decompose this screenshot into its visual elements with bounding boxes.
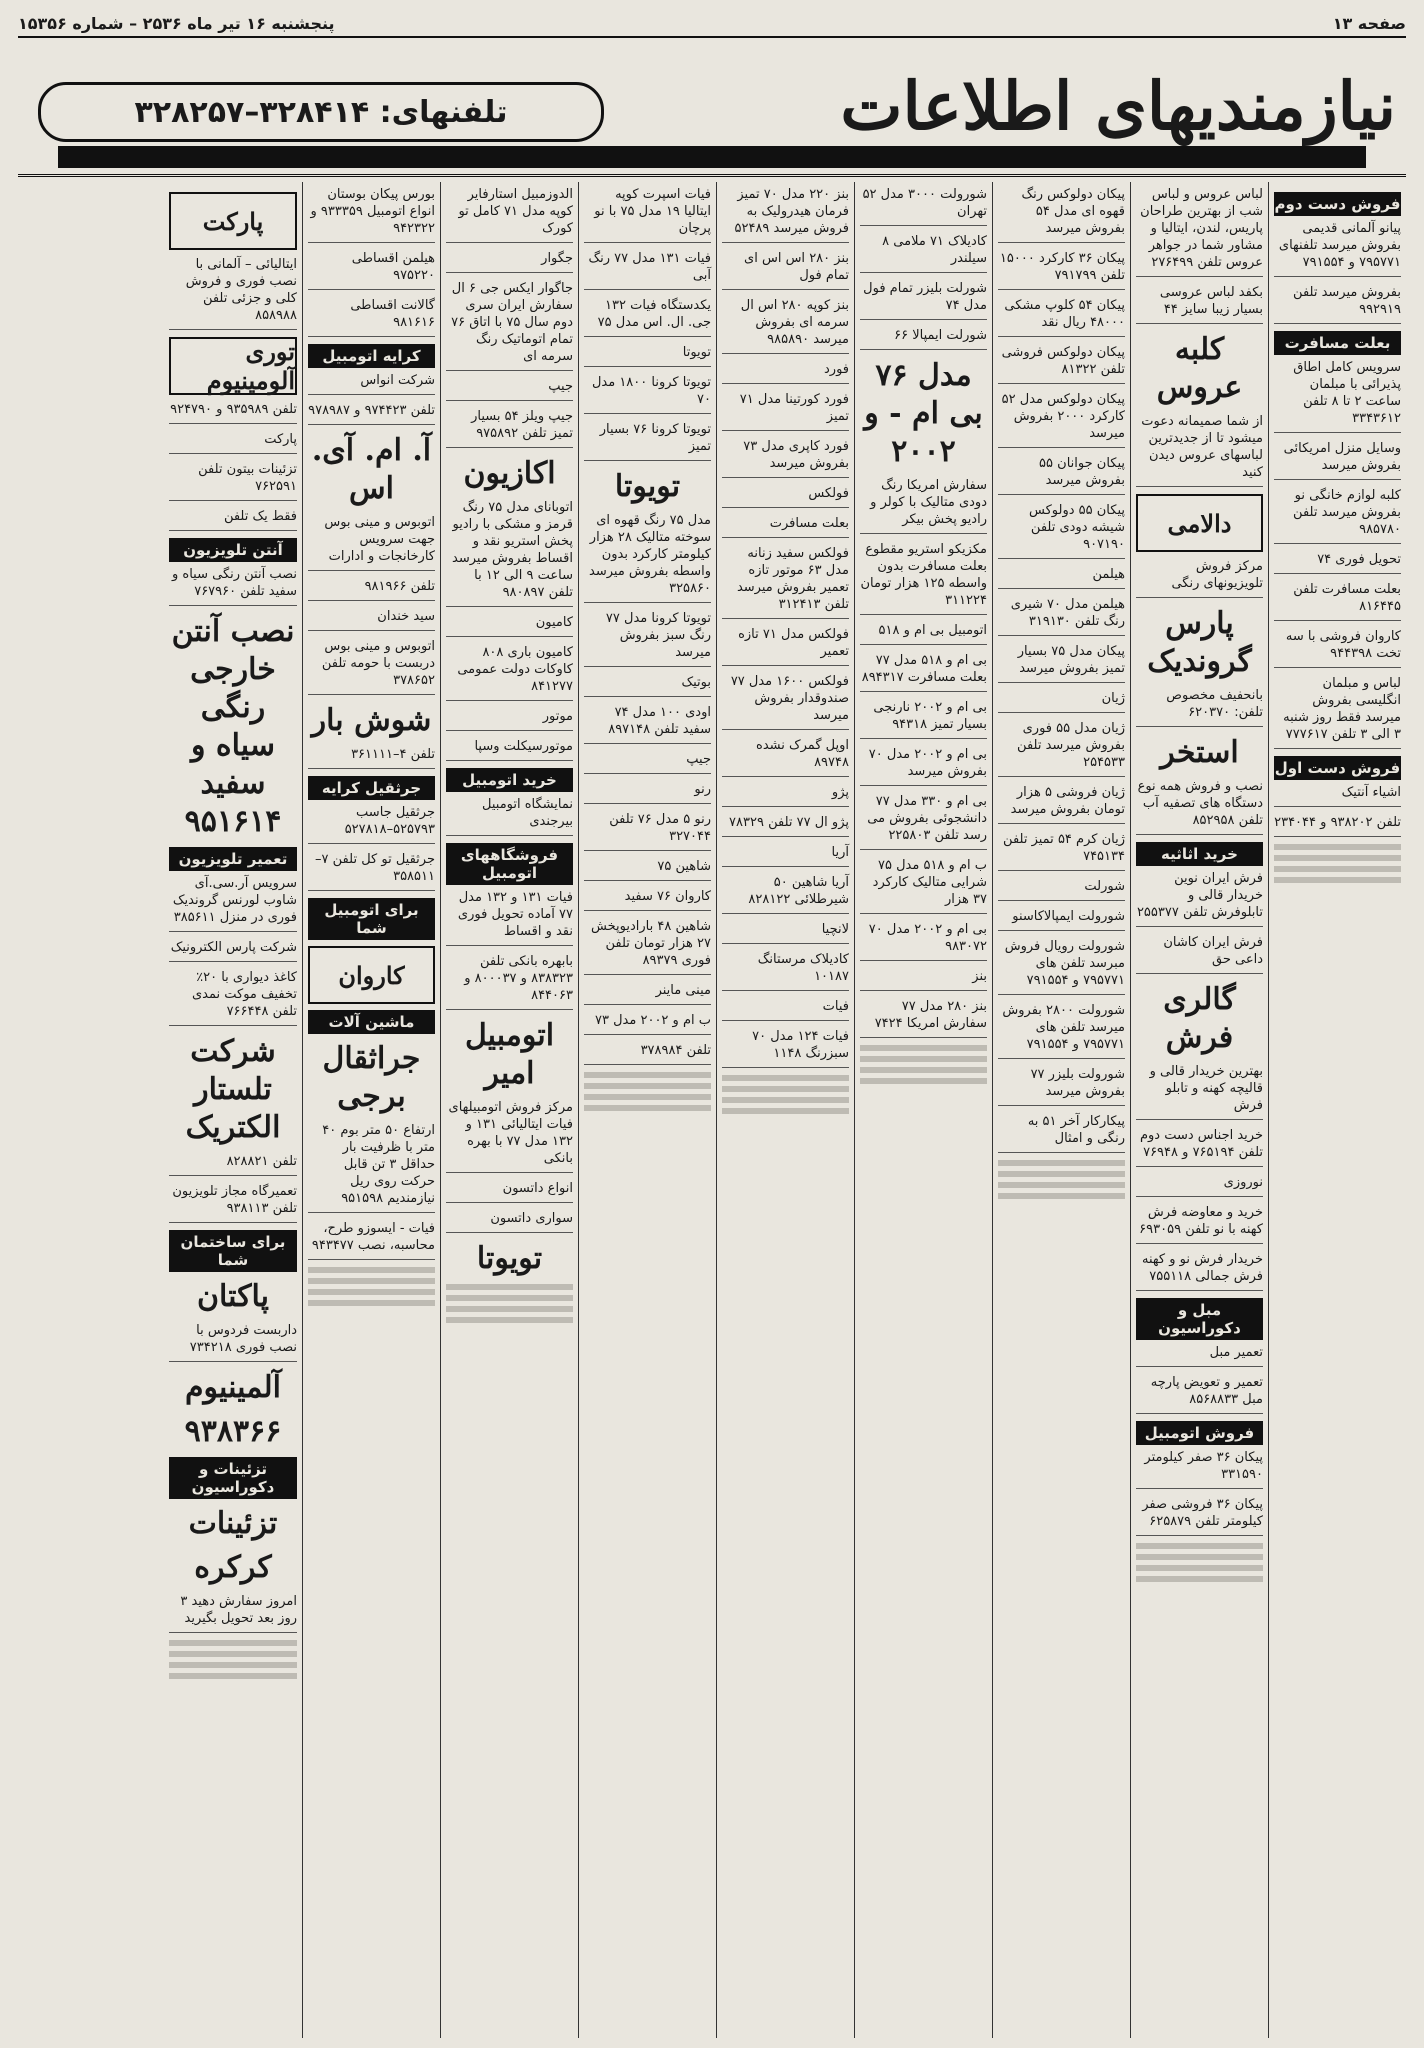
classified-ad: شورولت ۳۰۰۰ مدل ۵۲ تهران <box>860 186 987 226</box>
classified-ad: تویوتا <box>584 344 711 367</box>
classified-ad: مدل ۷۵ رنگ قهوه ای سوخته متالیک ۲۸ هزار کیلومتر کارکرد بدون واسطه بفروش میرسد ۳۲۵۸۶۰ <box>584 512 711 603</box>
classified-ad: کامیون <box>446 614 573 637</box>
classified-ad: لباس عروس و لباس شب از بهترین طراحان پاریس، لندن، ایتالیا و مشاور شما در جواهر عروس تلفن ۲۷۶۴۹۹ <box>1136 186 1263 277</box>
classified-ad: بفروش میرسد تلفن ۹۹۲۹۱۹ <box>1274 284 1401 324</box>
classified-ad: انواع داتسون <box>446 1180 573 1203</box>
classified-ad: پژو ال ۷۷ تلفن ۷۸۳۲۹ <box>722 814 849 837</box>
classified-ad: جاگوار ایکس جی ۶ ال سفارش ایران سری دوم سال ۷۵ با اتاق ۷۶ تمام اتوماتیک رنگ سرمه ای <box>446 280 573 371</box>
classified-ad: بوتیک <box>584 674 711 697</box>
classified-ad: هیلمن <box>998 566 1125 589</box>
classified-ad: تعمیر مبل <box>1136 1344 1263 1367</box>
classified-ad: بی ام و ۲۰۰۲ نارنجی بسیار تمیز ۹۴۳۱۸ <box>860 699 987 739</box>
classified-ad: فیات ۱۳۱ مدل ۷۷ رنگ آبی <box>584 250 711 290</box>
display-ad-headline: تویوتا <box>476 1241 543 1276</box>
classified-ad: تعمیرگاه مجاز تلویزیون تلفن ۹۳۸۱۱۳ <box>169 1183 297 1223</box>
classified-ad: پیکان ۳۶ فروشی صفر کیلومتر تلفن ۶۲۵۸۷۹ <box>1136 1496 1263 1536</box>
category-header: آنتن تلویزیون <box>169 538 297 562</box>
print-texture-line <box>722 1086 849 1092</box>
print-texture-line <box>860 1056 987 1062</box>
classified-ad: جیپ ویلز ۵۴ بسیار تمیز تلفن ۹۷۵۸۹۲ <box>446 408 573 448</box>
classified-columns <box>18 182 1406 2038</box>
classified-ad: امروز سفارش دهید ۳ روز بعد تحویل بگیرید <box>169 1593 297 1633</box>
classified-ad: خرید و معاوضه فرش کهنه با نو تلفن ۶۹۳۰۵۹ <box>1136 1204 1263 1244</box>
column-2 <box>1130 182 1268 2038</box>
print-texture-line <box>1136 1554 1263 1560</box>
classified-ad: ژیان کرم ۵۴ تمیز تلفن ۷۴۵۱۳۴ <box>998 831 1125 871</box>
classified-ad: ژیان فروشی ۵ هزار تومان بفروش میرسد <box>998 784 1125 824</box>
classified-ad: جگوار <box>446 250 573 273</box>
classified-ad: بعلت مسافرت تلفن ۸۱۶۴۴۵ <box>1274 581 1401 621</box>
display-ad-headline: کلبه عروس <box>1156 332 1243 405</box>
display-ad-headline: تزئینات <box>188 1506 278 1541</box>
classified-ad: فقط یک تلفن <box>169 508 297 531</box>
display-ad-headline: شوش بار <box>311 703 432 738</box>
classified-ad: سرویس آر.سی.آی شاوب لورنس گروندیک فوری در منزل ۳۸۵۶۱۱ <box>169 875 297 932</box>
print-texture-line <box>584 1105 711 1111</box>
classified-ad: تویوتا کرونا ۷۶ بسیار تمیز <box>584 421 711 461</box>
category-header: خرید اثاثیه <box>1136 842 1263 866</box>
masthead <box>18 44 1406 177</box>
classified-ad: سرویس کامل اطاق پذیرائی با مبلمان ساعت ۲ تا ۸ تلفن ۳۳۴۳۶۱۲ <box>1274 359 1401 433</box>
page-top-line <box>18 10 1406 38</box>
classified-ad: فیات - ایسوزو طرح، محاسبه، نصب ۹۴۳۴۷۷ <box>308 1220 435 1260</box>
print-texture-line <box>584 1072 711 1078</box>
print-texture-line <box>308 1300 435 1306</box>
classified-ad: پیکان ۵۴ کلوپ مشکی ۴۸۰۰۰ ریال نقد <box>998 297 1125 337</box>
classified-ad: کلبه لوازم خانگی نو بفروش میرسد تلفن ۹۸۵۷۸۰ <box>1274 487 1401 544</box>
classified-ad: تلفن ۹۳۸۲۰۲ و ۲۳۴۰۴۴ <box>1274 814 1401 837</box>
boxed-display-ad: دالامی <box>1136 494 1263 552</box>
classified-ad: کادیلاک ۷۱ ملامی ۸ سیلندر <box>860 233 987 273</box>
classified-ad: فولکس مدل ۷۱ تازه تعمیر <box>722 626 849 666</box>
classified-ad: موتور <box>446 708 573 731</box>
category-header: فروش دست اول <box>1274 756 1401 780</box>
classified-ad: نوروزی <box>1136 1174 1263 1197</box>
print-texture-line <box>169 1662 297 1668</box>
print-texture-line <box>998 1160 1125 1166</box>
print-texture-line <box>998 1193 1125 1199</box>
classified-ad: پیکان مدل ۷۵ بسیار تمیز بفروش میرسد <box>998 643 1125 683</box>
display-ad-headline: مدل ۷۶ بی ام - و ۲۰۰۲ <box>864 358 983 469</box>
classified-ad: بورس پیکان بوستان انواع اتومبیل ۹۳۳۳۵۹ و ۹۴۲۳۲۲ <box>308 186 435 243</box>
classified-ad: ایتالیائی – آلمانی با نصب فوری و فروش کلی و جزئی تلفن ۸۵۸۹۸۸ <box>169 256 297 330</box>
category-header: بعلت مسافرت <box>1274 331 1401 355</box>
classified-ad: پیکان ۵۵ دولوکس شیشه دودی تلفن ۹۰۷۱۹۰ <box>998 502 1125 559</box>
classified-ad: تلفن ۴–۳۶۱۱۱۱ <box>308 746 435 769</box>
print-texture-line <box>1274 877 1401 883</box>
display-ad-headline: گالری فرش <box>1163 982 1236 1055</box>
print-texture-line <box>308 1267 435 1273</box>
category-header: فروش دست دوم <box>1274 192 1401 216</box>
classified-ad: پیکارکار آخر ۵۱ به رنگی و امثال <box>998 1113 1125 1153</box>
classified-ad: تلفن ۳۷۸۹۸۴ <box>584 1042 711 1065</box>
classified-ad: شورلت بلیزر تمام فول مدل ۷۴ <box>860 280 987 320</box>
classified-ad: رنو ۵ مدل ۷۶ تلفن ۳۲۷۰۴۴ <box>584 811 711 851</box>
classified-ad: شرکت پارس الکترونیک <box>169 939 297 962</box>
classified-ad: اتومبیل بی ام و ۵۱۸ <box>860 622 987 645</box>
classified-ad: فرش ایران کاشان داعی حق <box>1136 934 1263 974</box>
column-3 <box>992 182 1130 2038</box>
newspaper-page <box>18 10 1406 2038</box>
classified-ad: خرید اجناس دست دوم تلفن ۷۶۵۱۹۴ و ۷۶۹۴۸ <box>1136 1127 1263 1167</box>
classified-ad: سفارش امریکا رنگ دودی متالیک با کولر و رادیو پخش بیکر <box>860 477 987 534</box>
classified-ad: اوپل گمرک نشده ۸۹۷۴۸ <box>722 737 849 777</box>
print-texture-line <box>584 1094 711 1100</box>
category-header: فروشگاههای اتومبیل <box>446 843 573 885</box>
display-ad-headline: شرکت تلستار الکتریک <box>185 1034 281 1145</box>
column-6 <box>578 182 716 2038</box>
print-texture-line <box>446 1284 573 1290</box>
classified-ad: کاروان ۷۶ سفید <box>584 888 711 911</box>
classified-ad: آریا شاهین ۵۰ شیرطلائی ۸۲۸۱۲۲ <box>722 874 849 914</box>
classified-ad: بکفد لباس عروسی بسیار زیبا سایز ۴۴ <box>1136 284 1263 324</box>
classified-ad: بنز ۲۸۰ مدل ۷۷ سفارش امریکا ۷۴۲۴ <box>860 998 987 1038</box>
print-texture-line <box>1274 866 1401 872</box>
classified-ad: ارتفاع ۵۰ متر بوم ۴۰ متر با ظرفیت بار حداقل ۳ تن قابل حرکت روی ریل نیازمندیم ۹۵۱۵۹۸ <box>308 1122 435 1213</box>
classified-ad: از شما صمیمانه دعوت میشود تا از جدیدترین لباسهای عروس دیدن کنید <box>1136 413 1263 487</box>
display-ad-headline: پارس گروندیک <box>1147 606 1252 679</box>
print-texture-line <box>169 1640 297 1646</box>
classified-ad: فیات اسپرت کوپه ایتالیا ۱۹ مدل ۷۵ با نو پرچان <box>584 186 711 243</box>
classified-ad: موتورسیکلت وسپا <box>446 738 573 761</box>
classified-ad: شورولت رویال فروش مبرسد تلفن های ۷۹۵۷۷۱ و ۷۹۱۵۵۴ <box>998 938 1125 995</box>
display-ad-headline: جراثقال برجی <box>322 1041 421 1114</box>
boxed-display-ad: توری آلومینیوم <box>169 337 297 395</box>
print-texture-line <box>1274 855 1401 861</box>
classified-ad: فیات ۱۲۴ مدل ۷۰ سبزرنگ ۱۱۴۸ <box>722 1028 849 1068</box>
classified-ad: فولکس سفید زنانه مدل ۶۳ موتور تازه تعمیر بفروش میرسد تلفن ۳۱۲۴۱۳ <box>722 545 849 619</box>
classified-ad: پیکان ۳۶ کارکرد ۱۵۰۰۰ تلفن ۷۹۱۷۹۹ <box>998 250 1125 290</box>
classified-ad: فولکس <box>722 485 849 508</box>
classified-ad: شورولت ایمپالاکاسنو <box>998 908 1125 931</box>
classified-ad: جرثقیل تو کل تلفن ۷–۳۵۸۵۱۱ <box>308 851 435 891</box>
classified-ad: ژیان مدل ۵۵ فوری بفروش میرسد تلفن ۲۵۴۵۳۳ <box>998 720 1125 777</box>
category-header: کرایه اتومبیل <box>308 344 435 368</box>
classified-ad: پارکت <box>169 431 297 454</box>
print-texture-line <box>169 1651 297 1657</box>
print-texture-line <box>722 1108 849 1114</box>
classified-ad: شاهین ۷۵ <box>584 858 711 881</box>
classified-ad: الدوزمبیل استارفایر کوپه مدل ۷۱ کامل تو کورک <box>446 186 573 243</box>
category-header: ماشین آلات <box>308 1010 435 1034</box>
print-texture-line <box>722 1097 849 1103</box>
classified-ad: شاهین ۴۸ بارادیوپخش ۲۷ هزار تومان تلفن فوری ۸۹۳۷۹ <box>584 918 711 975</box>
classified-ad: اودی ۱۰۰ مدل ۷۴ سفید تلفن ۸۹۷۱۴۸ <box>584 704 711 744</box>
print-texture-line <box>446 1317 573 1323</box>
classified-ad: تلفن ۹۸۱۹۶۶ <box>308 578 435 601</box>
category-header: خرید اتومبیل <box>446 768 573 792</box>
classified-ad: اتوبانای مدل ۷۵ رنگ قرمز و مشکی با رادیو پخش استریو نقد و اقساط بفروش میرسد ساعت ۹ الی ۱۲ با تلفن ۹۸۰۸۹۷ <box>446 499 573 607</box>
display-ad-headline: آلمینیوم <box>184 1370 282 1405</box>
classified-ad: ژیان <box>998 690 1125 713</box>
print-texture-line <box>308 1278 435 1284</box>
classified-ad: تویوتا کرونا مدل ۷۷ رنگ سبز بفروش میرسد <box>584 610 711 667</box>
classified-ad: جیپ <box>584 751 711 774</box>
classified-ad: بعلت مسافرت <box>722 515 849 538</box>
display-ad-headline: پاکتان <box>197 1279 269 1314</box>
classified-ad: داربست فردوس با نصب فوری ۷۳۴۲۱۸ <box>169 1322 297 1362</box>
column-1 <box>1268 182 1406 2038</box>
category-header: برای ساختمان شما <box>169 1230 297 1272</box>
print-texture-line <box>998 1182 1125 1188</box>
print-texture-line <box>722 1075 849 1081</box>
classified-ad: تحویل فوری ۷۴ <box>1274 551 1401 574</box>
classified-ad: ب ام و ۵۱۸ مدل ۷۵ شرایی متالیک کارکرد ۳۷ هزار <box>860 857 987 914</box>
classified-ad: لباس و مبلمان انگلیسی بفروش میرسد فقط روز شنبه ۳ الی ۳ تلفن ۷۷۷۶۱۷ <box>1274 675 1401 749</box>
classified-ad: بی ام و ۵۱۸ مدل ۷۷ بعلت مسافرت ۸۹۴۳۱۷ <box>860 652 987 692</box>
classified-ad: سواری داتسون <box>446 1210 573 1233</box>
classified-ad: کادیلاک مرستانگ ۱۰۱۸۷ <box>722 951 849 991</box>
display-ad-headline: تویوتا <box>614 469 681 504</box>
classified-ad: جیپ <box>446 378 573 401</box>
category-header: جرثقیل کرایه <box>308 776 435 800</box>
print-texture-line <box>446 1295 573 1301</box>
classified-ad: نصب آنتن رنگی سیاه و سفید تلفن ۷۶۷۹۶۰ <box>169 566 297 606</box>
classified-ad: وسایل منزل امریکائی بفروش میرسد <box>1274 440 1401 480</box>
masthead-title: نیازمندیهای اطلاعات <box>840 67 1396 145</box>
display-ad-headline: آ. ام. آی. اس <box>311 433 432 506</box>
classified-ad: پیکان جوانان ۵۵ بفروش میرسد <box>998 455 1125 495</box>
classified-ad: پژو <box>722 784 849 807</box>
classified-ad: بانحفیف مخصوص تلفن: ۶۲۰۳۷۰ <box>1136 687 1263 727</box>
classified-ad: فولکس ۱۶۰۰ مدل ۷۷ صندوقدار بفروش میرسد <box>722 673 849 730</box>
classified-ad: کاغذ دیواری با ۲۰٪ تخفیف موکت نمدی تلفن ۷۶۶۴۴۸ <box>169 969 297 1026</box>
print-texture-line <box>1136 1543 1263 1549</box>
display-ad-headline: اتومبیل امیر <box>464 1018 555 1091</box>
classified-ad: فیات ۱۳۱ و ۱۳۲ مدل ۷۷ آماده تحویل فوری نقد و اقساط <box>446 889 573 946</box>
classified-ad: تزئینات بیتون تلفن ۷۶۲۵۹۱ <box>169 461 297 501</box>
classified-ad: نمایشگاه اتومبیل بیرجندی <box>446 796 573 836</box>
print-texture-line <box>169 1673 297 1679</box>
print-texture-line <box>308 1289 435 1295</box>
classified-ad: بی ام و ۳۳۰ مدل ۷۷ دانشجوئی بفروش می رسد تلفن ۲۲۵۸۰۳ <box>860 793 987 850</box>
classified-ad: بنز کوپه ۲۸۰ اس ال سرمه ای بفروش میرسد ۹۸۵۸۹۰ <box>722 297 849 354</box>
classified-ad: سید خندان <box>308 608 435 631</box>
classified-ad: فرش ایران نوین خریدار قالی و تابلوفرش تلفن ۲۵۵۳۷۷ <box>1136 870 1263 927</box>
classified-ad: آریا <box>722 844 849 867</box>
classified-ad: پیکان دولوکس رنگ قهوه ای مدل ۵۴ بفروش میرسد <box>998 186 1125 243</box>
classified-ad: تعمیر و تعویض پارچه مبل ۸۵۶۸۸۳۳ <box>1136 1374 1263 1414</box>
classified-ad: شورولت بلیزر ۷۷ بفروش میرسد <box>998 1066 1125 1106</box>
column-7 <box>440 182 578 2038</box>
category-header: برای اتومبیل شما <box>308 898 435 940</box>
classified-ad: پیکان دولوکس مدل ۵۲ کارکرد ۲۰۰۰ بفروش میرسد <box>998 391 1125 448</box>
classified-ad: جرثقیل جاسب ۵۲۵۷۹۳–۵۲۷۸۱۸ <box>308 804 435 844</box>
classified-ad: ب ام و ۲۰۰۲ مدل ۷۳ <box>584 1012 711 1035</box>
classified-ad: تلفن ۸۲۸۸۲۱ <box>169 1153 297 1176</box>
classified-ad: بنز ۲۲۰ مدل ۷۰ تمیز فرمان هیدرولیک به فروش میرسد ۵۲۴۸۹ <box>722 186 849 243</box>
category-header: تزئینات و دکوراسیون <box>169 1457 297 1499</box>
classified-ad: خریدار فرش نو و کهنه فرش جمالی ۷۵۵۱۱۸ <box>1136 1251 1263 1291</box>
classified-ad: مینی ماینر <box>584 982 711 1005</box>
classified-ad: پیکان دولوکس فروشی تلفن ۸۱۳۲۲ <box>998 344 1125 384</box>
classified-ad: اتوبوس و مینی بوس دربست با حومه تلفن ۳۷۸۶۵۲ <box>308 638 435 695</box>
print-texture-line <box>584 1083 711 1089</box>
classified-ad: مرکز فروش اتومبیلهای فیات ایتالیائی ۱۳۱ و ۱۳۲ مدل ۷۷ با بهره بانکی <box>446 1099 573 1173</box>
boxed-display-ad: کاروان <box>308 946 435 1004</box>
display-ad-headline: ۹۳۸۳۶۶ <box>184 1414 282 1449</box>
classified-ad: شرکت انواس <box>308 372 435 395</box>
column-9 <box>164 182 302 2038</box>
display-ad-headline: نصب آنتن خارجی رنگی سیاه و سفید ۹۵۱۶۱۴ <box>171 614 295 839</box>
classified-ad: شورلت <box>998 878 1125 901</box>
classified-ad: تلفن ۹۷۴۴۲۳ و ۹۷۸۹۸۷ <box>308 402 435 425</box>
issue-date-line: پنجشنبه ۱۶ تیر ماه ۲۵۳۶ – شماره ۱۵۳۵۶ <box>18 13 335 33</box>
classified-ad: فورد کورتینا مدل ۷۱ تمیز <box>722 391 849 431</box>
classified-ad: فیات <box>722 998 849 1021</box>
category-header: تعمیر تلویزیون <box>169 847 297 871</box>
boxed-display-ad: پارکت <box>169 192 297 250</box>
column-8 <box>302 182 440 2038</box>
display-ad-headline: کرکره <box>194 1550 272 1585</box>
column-5 <box>716 182 854 2038</box>
page-number: صفحه ۱۳ <box>1332 13 1406 33</box>
classified-ad: تلفن ۹۳۵۹۸۹ و ۹۲۴۷۹۰ <box>169 401 297 424</box>
classified-ad: لانچیا <box>722 921 849 944</box>
classified-ad: شورلت ایمپالا ۶۶ <box>860 327 987 350</box>
print-texture-line <box>1136 1565 1263 1571</box>
classified-ad: بنز ۲۸۰ اس اس ای تمام فول <box>722 250 849 290</box>
print-texture-line <box>1274 844 1401 850</box>
classified-ad: اشیاء آنتیک <box>1274 784 1401 807</box>
classified-ad: اتوبوس و مینی بوس جهت سرویس کارخانجات و ادارات <box>308 514 435 571</box>
classified-ad: کاروان فروشی با سه تخت ۹۴۴۳۹۸ <box>1274 628 1401 668</box>
classified-ad: نصب و فروش همه نوع دستگاه های تصفیه آب تلفن ۸۵۲۹۵۸ <box>1136 778 1263 835</box>
masthead-phones: تلفنهای: ۳۲۸۴۱۴–۳۲۸۲۵۷ <box>38 82 604 142</box>
classified-ad: گالانت اقساطی ۹۸۱۶۱۶ <box>308 297 435 337</box>
classified-ad: هیلمن مدل ۷۰ شیری رنگ تلفن ۳۱۹۱۳۰ <box>998 596 1125 636</box>
classified-ad: مرکز فروش تلویزیونهای رنگی <box>1136 558 1263 598</box>
print-texture-line <box>860 1067 987 1073</box>
print-texture-line <box>860 1078 987 1084</box>
column-4 <box>854 182 992 2038</box>
classified-ad: بی ام و ۲۰۰۲ مدل ۷۰ بفروش میرسد <box>860 746 987 786</box>
classified-ad: هیلمن اقساطی ۹۷۵۲۲۰ <box>308 250 435 290</box>
classified-ad: پیانو آلمانی قدیمی بفروش میرسد تلفنهای ۷۹۵۷۷۱ و ۷۹۱۵۵۴ <box>1274 220 1401 277</box>
classified-ad: تویوتا کرونا ۱۸۰۰ مدل ۷۰ <box>584 374 711 414</box>
classified-ad: کامیون باری ۸۰۸ کاوکات دولت عمومی ۸۴۱۲۷۷ <box>446 644 573 701</box>
classified-ad: بی ام و ۲۰۰۲ مدل ۷۰ ۹۸۳۰۷۲ <box>860 921 987 961</box>
print-texture-line <box>860 1045 987 1051</box>
masthead-banner-strip <box>58 146 1366 168</box>
classified-ad: بنز <box>860 968 987 991</box>
classified-ad: بهترین خریدار قالی و قالیچه کهنه و تابلو فرش <box>1136 1063 1263 1120</box>
category-header: فروش اتومبیل <box>1136 1421 1263 1445</box>
classified-ad: بابهره بانکی تلفن ۸۳۸۳۲۳ و ۸۰۰۰۳۷ و ۸۴۴۰۶۳ <box>446 953 573 1010</box>
classified-ad: شورولت ۲۸۰۰ بفروش میرسد تلفن های ۷۹۵۷۷۱ و ۷۹۱۵۵۴ <box>998 1002 1125 1059</box>
classified-ad: پیکان ۳۶ صفر کیلومتر ۳۳۱۵۹۰ <box>1136 1449 1263 1489</box>
classified-ad: فورد کاپری مدل ۷۳ بفروش میرسد <box>722 438 849 478</box>
classified-ad: یکدستگاه فیات ۱۳۲ جی. ال. اس مدل ۷۵ <box>584 297 711 337</box>
print-texture-line <box>998 1171 1125 1177</box>
print-texture-line <box>1136 1576 1263 1582</box>
display-ad-headline: اکازیون <box>463 456 556 491</box>
classified-ad: فورد <box>722 361 849 384</box>
category-header: مبل و دکوراسیون <box>1136 1298 1263 1340</box>
display-ad-headline: استخر <box>1160 735 1239 770</box>
classified-ad: رنو <box>584 781 711 804</box>
print-texture-line <box>446 1306 573 1312</box>
classified-ad: مکزیکو استریو مقطوع بعلت مسافرت بدون واسطه ۱۲۵ هزار تومان ۳۱۱۲۲۴ <box>860 541 987 615</box>
